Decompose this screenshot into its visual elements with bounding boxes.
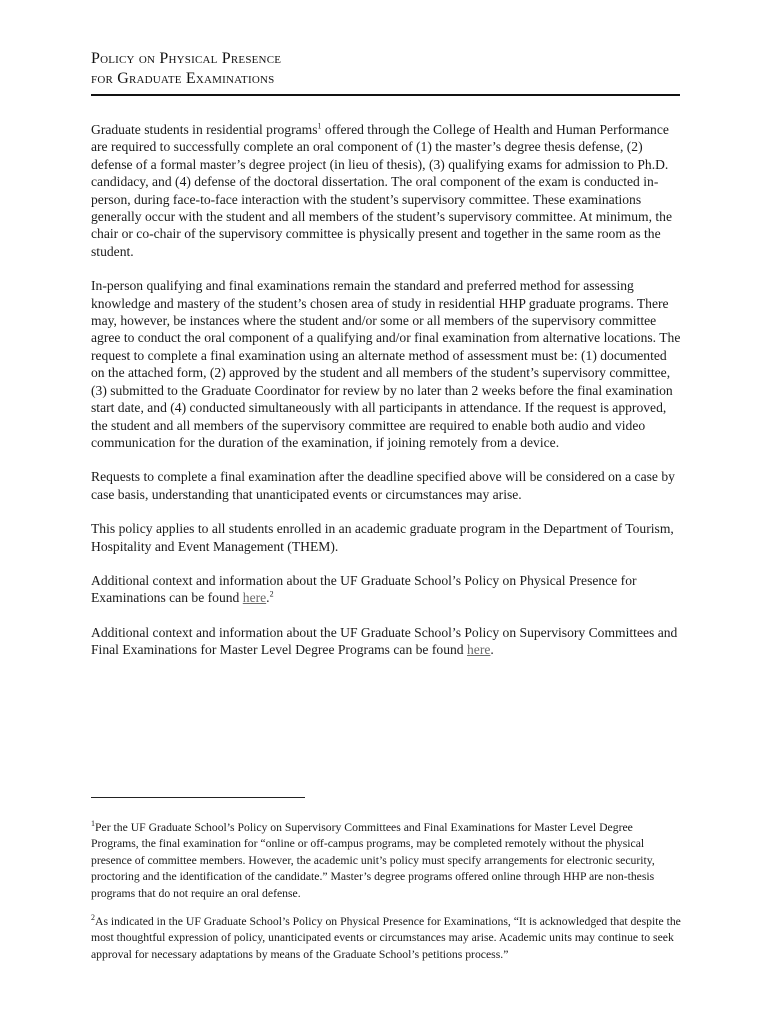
- paragraph-1-text-b: offered through the College of Health and Human Performance are required to successfully complete an oral component of (1) the master’s degree thesis defense, (2) defense of a formal master’s degree project (in lieu of thesis), (3) qualifying exams for admission to Ph.D. candidacy, and (4) defense of the doctoral dissertation. The oral component of the exam is conducted in-person, during face-to-face interaction with the student’s supervisory committee. These examinations generally occur with the student and all members of the student’s supervisory committee. At minimum, the chair or co-chair of the supervisory committee is physically present and together in the same room as the student.: [91, 122, 673, 259]
- footnote-1-text: Per the UF Graduate School’s Policy on Supervisory Committees and Final Examinations for Master Level Degree Programs, the final examination for “online or off-campus programs, may be completed remotely without the physical presence of committee members. However, the academic unit’s policy must specify arrangements for electronic security, proctoring and the identification of the candidate.” Master’s degree programs offered online through HHP are non-thesis programs that do not require an oral defense.: [91, 821, 655, 900]
- paragraph-1: [91, 121, 683, 260]
- footnote-1: [91, 820, 683, 902]
- footnote-ref-2: 2: [269, 589, 274, 599]
- paragraph-2: In-person qualifying and final examinations remain the standard and preferred method for assessing knowledge and mastery of the student’s chosen area of study in residential HHP graduate programs. There may, however, be instances where the student and/or some or all members of the supervisory committee agree to conduct the oral component of a qualifying and/or final examination from alternative locations. The request to complete a final examination using an alternate method of assessment must be: (1) documented on the attached form, (2) approved by the student and all members of the student’s supervisory committee, (3) submitted to the Graduate Coordinator for review by no later than 2 weeks before the final examination start date, and (4) conducted simultaneously with all participants in attendance. If the request is approved, the student and all members of the supervisory committee are required to enable both audio and video communication for the duration of the examination, if joining remotely from a device.: [91, 278, 681, 450]
- footnote-ref-1: 1: [317, 121, 322, 131]
- document-body: [91, 121, 683, 676]
- paragraph-6-text-b: .: [490, 642, 494, 658]
- paragraph-5-text-a: Additional context and information about the UF Graduate School’s Policy on Physical Presence for Examinations can be found: [91, 572, 637, 606]
- footnote-2-text: As indicated in the UF Graduate School’s Policy on Physical Presence for Examinations, “It is acknowledged that despite the most thoughtful expression of policy, unanticipated events or circumstances may arise. Academic units may continue to seek approval for necessary adaptations by means of the Graduate School’s petitions process.”: [91, 915, 681, 961]
- paragraph-6: [91, 624, 683, 659]
- paragraph-6-text-a: Additional context and information about the UF Graduate School’s Policy on Supervisory Committees and Final Examinations for Master Level Degree Programs can be found: [91, 624, 678, 658]
- title-line-2: for Graduate Examinations: [91, 70, 275, 87]
- document-title: [91, 49, 691, 89]
- footnotes: [91, 820, 683, 975]
- paragraph-3: Requests to complete a final examination after the deadline specified above will be considered on a case by case basis, understanding that unanticipated events or circumstances may arise.: [91, 469, 675, 502]
- title-rule: [91, 94, 680, 96]
- title-line-1: Policy on Physical Presence: [91, 50, 282, 67]
- supervisory-committees-policy-link[interactable]: here: [466, 642, 491, 658]
- paragraph-1-text-a: Graduate students in residential programs: [91, 122, 318, 137]
- footnote-2-mark: 2: [91, 913, 95, 923]
- footnote-2: [91, 914, 683, 963]
- paragraph-4: This policy applies to all students enrolled in an academic graduate program in the Department of Tourism, Hospitality and Event Management (THEM).: [91, 521, 674, 554]
- footnote-separator: [91, 797, 305, 798]
- footnote-1-mark: 1: [91, 819, 95, 829]
- paragraph-5-text-b: .: [266, 590, 270, 606]
- physical-presence-policy-link[interactable]: here: [242, 590, 267, 606]
- paragraph-5: [91, 572, 683, 607]
